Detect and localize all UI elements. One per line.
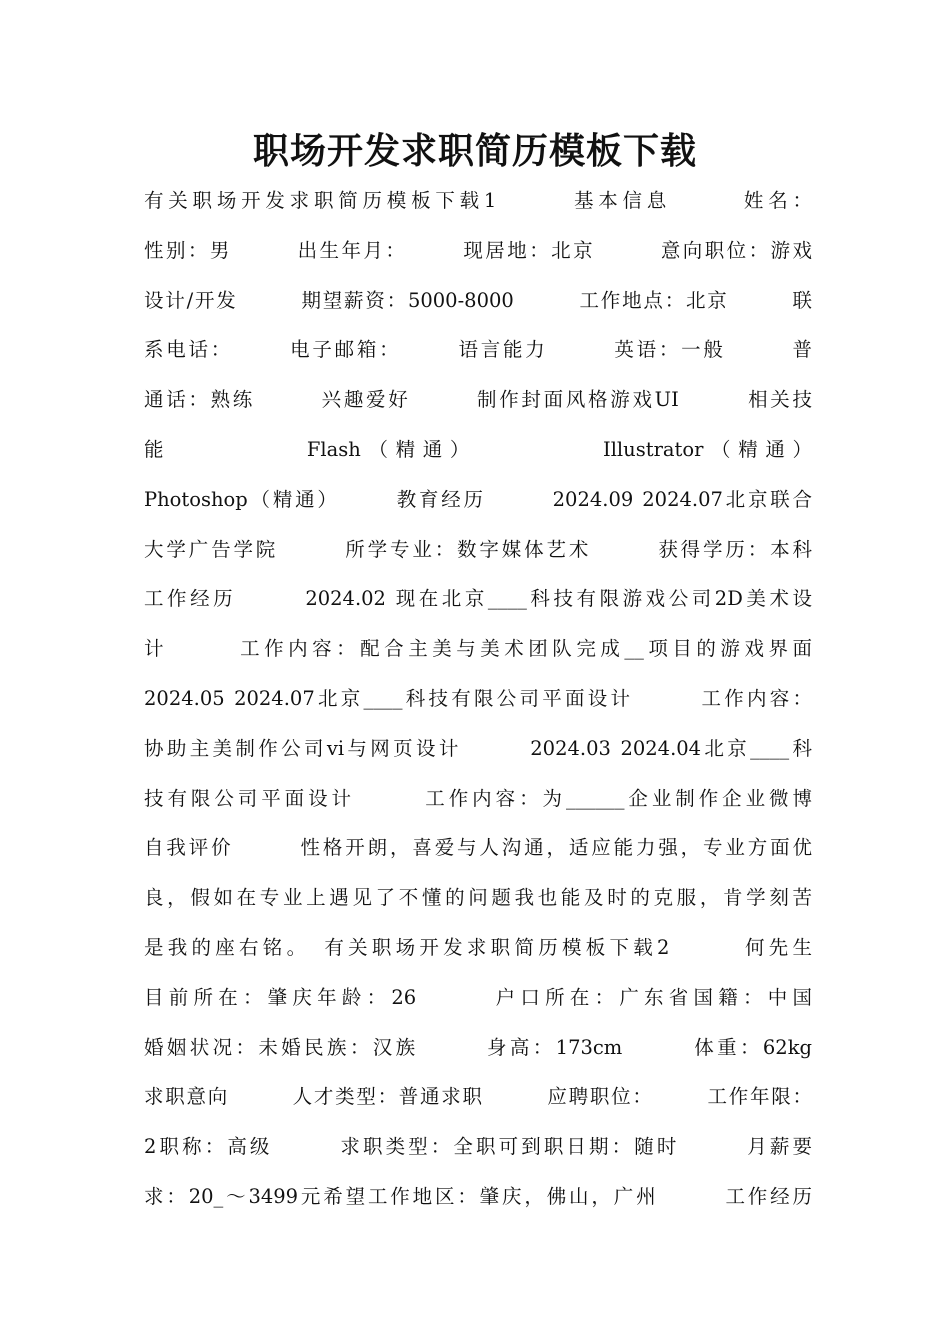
body-line: 婚姻状况：未婚民族：汉族 身高：173cm 体重：62kg [144, 1035, 812, 1059]
body-line: 目前所在：肇庆年龄：26 户口所在：广东省国籍：中国 [144, 985, 812, 1009]
body-line: 协助主美制作公司vi与网页设计 2024.03 2024.04北京____科 [144, 736, 812, 760]
document-title: 职场开发求职简历模板下载 [252, 131, 697, 172]
body-line: 是我的座右铭。 有关职场开发求职简历模板下载2 何先生 [144, 935, 812, 959]
body-line: 能 Flash（精通） Illustrator（精通） [144, 437, 812, 461]
body-line: 性别：男 出生年月： 现居地：北京 意向职位：游戏 [144, 238, 812, 262]
body-line: 设计/开发 期望薪资：5000-8000 工作地点：北京 联 [144, 288, 812, 312]
document-body [144, 176, 812, 1222]
body-line: 自我评价 性格开朗，喜爱与人沟通，适应能力强，专业方面优 [144, 836, 812, 860]
body-line: 良，假如在专业上遇见了不懂的问题我也能及时的克服，肯学刻苦 [144, 886, 812, 910]
body-line: Photoshop（精通） 教育经历 2024.09 2024.07北京联合 [144, 487, 812, 511]
body-line: 系电话： 电子邮箱： 语言能力 英语：一般 普 [144, 338, 812, 362]
body-line: 有关职场开发求职简历模板下载1 基本信息 姓名： [144, 189, 812, 212]
body-line: 技有限公司平面设计 工作内容：为______企业制作企业微博 [144, 786, 812, 810]
body-line: 大学广告学院 所学专业：数字媒体艺术 获得学历：本科 [144, 537, 812, 561]
body-line: 2职称：高级 求职类型：全职可到职日期：随时 月薪要 [144, 1135, 812, 1159]
body-line: 2024.05 2024.07北京____科技有限公司平面设计 工作内容： [144, 686, 812, 710]
body-line: 求：20_～3499元希望工作地区：肇庆，佛山，广州 工作经历 [144, 1184, 812, 1208]
body-line: 工作经历 2024.02 现在北京____科技有限游戏公司2D美术设 [144, 587, 812, 611]
body-line: 求职意向 人才类型：普通求职 应聘职位： 工作年限： [144, 1085, 812, 1109]
body-line: 通话：熟练 兴趣爱好 制作封面风格游戏UI 相关技 [144, 388, 812, 412]
body-line: 计 工作内容：配合主美与美术团队完成__项目的游戏界面 [144, 637, 812, 661]
